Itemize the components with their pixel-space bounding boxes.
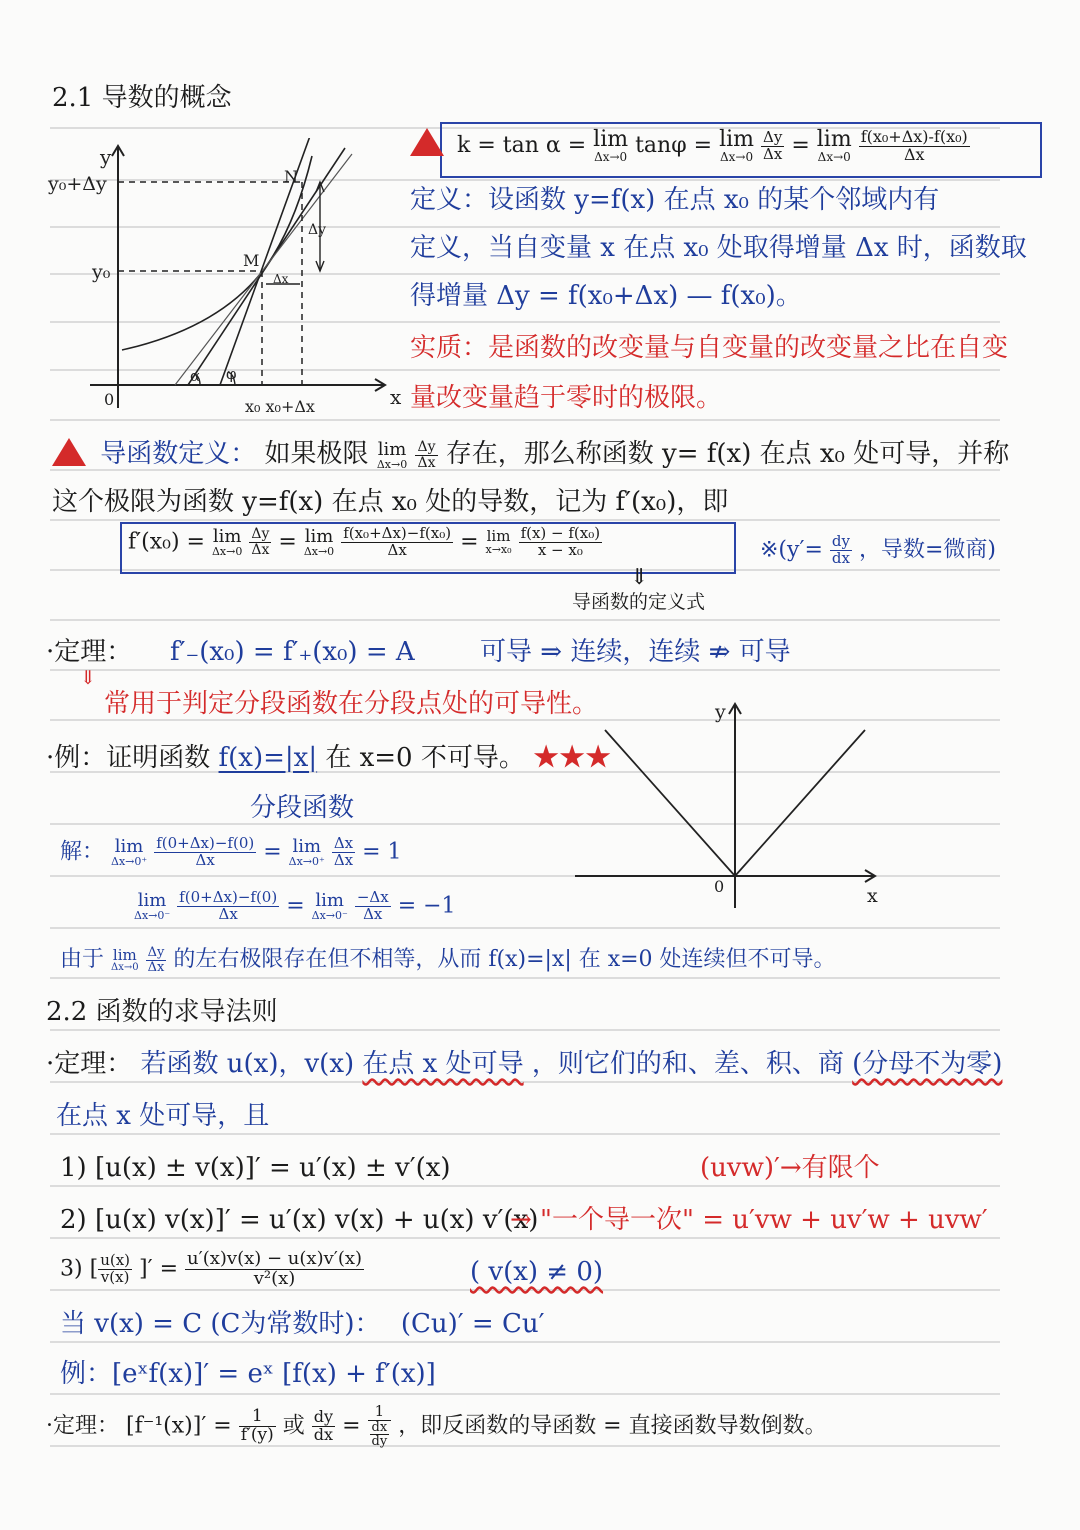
abs-value-graph	[575, 696, 895, 911]
theorem-2-line-1: ·定理： 若函数 u(x)，v(x) 在点 x 处可导 ，则它们的和、差、积、商 (分母不为零)	[46, 1049, 1003, 1079]
section-title-2-1: 2.1 导数的概念	[52, 83, 232, 113]
rule-1-note: (uvw)′→有限个	[700, 1153, 880, 1183]
svg-text:0: 0	[714, 877, 725, 896]
graph-alpha: α	[190, 367, 201, 385]
inverse-theorem: ·定理： [f⁻¹(x)]′ = $\frac{1}{f'(y)}$ 或 $\frac{dy}{dx}$ = $\frac{1}{\frac{dx}{dy}}$ ，即反函数的导函数 = 直接函数导数倒数。	[46, 1402, 827, 1450]
solution-line-1: 解： lim Δx→0⁺ $\frac{f(0+\Delta x)-f(0)}{\Delta x}$ = lim Δx→0⁺ $\frac{\Delta x}{\Delta x}$ = 1	[60, 834, 402, 869]
graph-origin: 0	[104, 390, 115, 409]
rule-2-note: → "一个导一次" = u′vw + uv′w + uvw′	[510, 1205, 988, 1235]
definition-line-1: 定义：设函数 y=f(x) 在点 x₀ 的某个邻域内有	[410, 185, 940, 215]
example-1-conclusion: 由于 lim Δx→0 $\frac{\Delta y}{\Delta x}$ 的左右极限存在但不相等，从而 f(x)=|x| 在 x=0 处连续但不可导。	[60, 945, 836, 975]
graph-point-n: N	[284, 167, 298, 186]
derivative-def-line-1: 导函数定义： 如果极限 lim Δx→0 $\frac{\Delta y}{\Delta x}$ 存在，那么称函数 y= f(x) 在点 x₀ 处可导，并称	[52, 438, 1009, 470]
derivative-formula: f′(x₀) = lim Δx→0 $\frac{\Delta y}{\Delta x}$ = lim Δx→0 $\frac{\text{f(x₀+Δx)−f(x₀)}}{\Delta x}$ = lim x→x₀ $\frac{\text{f(x) − f(x₀)}}{\text{x − x₀}}$	[128, 524, 601, 559]
warning-triangle-icon	[410, 128, 444, 156]
rule-3: 3) [ $\frac{u(x)}{v(x)}$ ]′ = $\frac{u'(x)v(x) - u(x)v'(x)}{\text{v²(x)}}$	[60, 1248, 363, 1289]
theorem-1-relation: 可导 ⇒ 连续，连续 ⇏ 可导	[480, 637, 791, 667]
constant-rule: 当 v(x) = C (C为常数时)： (Cu)′ = Cu′	[60, 1309, 545, 1339]
tangent-graph	[40, 138, 410, 418]
rule-3-condition: ( v(x) ≠ 0)	[470, 1257, 604, 1287]
graph-point-m: M	[243, 251, 260, 270]
graph-delta-y: Δy	[308, 222, 327, 238]
essence-line-1: 实质：是函数的改变量与自变量的改变量之比在自变	[410, 333, 1009, 363]
definition-line-2: 定义，当自变量 x 在点 x₀ 处取得增量 Δx 时，函数取	[410, 233, 1027, 263]
theorem-2-line-2: 在点 x 处可导，且	[56, 1101, 270, 1131]
graph-x-label: x	[390, 385, 402, 409]
rule-1: 1) [u(x) ± v(x)]′ = u′(x) ± v′(x)	[60, 1153, 451, 1183]
graph-y0-dy-label: y₀+Δy	[48, 173, 107, 195]
example-1-line: ·例：证明函数 f(x)=|x| 在 x=0 不可导。 ★★★	[46, 743, 612, 773]
essence-line-2: 量改变量趋于零时的极限。	[410, 383, 723, 413]
graph-delta-x: Δx	[273, 272, 289, 286]
section-title-2-2: 2.2 函数的求导法则	[46, 997, 278, 1027]
graph-y0-label: y₀	[92, 261, 111, 283]
warning-triangle-icon	[52, 438, 86, 466]
example-2: 例：[eˣf(x)]′ = eˣ [f(x) + f′(x)]	[60, 1359, 436, 1389]
down-arrow-icon: ⇓	[80, 667, 96, 689]
slope-formula: k = tan α = lim Δx→0 tanφ = lim Δx→0 $\frac{\Delta y}{\Delta x}$ = lim Δx→0 $\frac{\text{f(x₀+Δx)-f(x₀)}}{\Delta x}$	[410, 128, 970, 163]
derivative-def-caption: 导函数的定义式	[572, 591, 706, 613]
graph-x0-label: x₀ x₀+Δx	[245, 397, 315, 416]
svg-text:y: y	[715, 701, 726, 723]
definition-line-3: 得增量 Δy = f(x₀+Δx) — f(x₀)。	[410, 281, 802, 311]
graph-phi: φ	[226, 365, 237, 383]
down-arrow-icon: ⇓	[630, 565, 649, 590]
derivative-note: ※(y′= $\frac{dy}{dx}$ ，导数=微商)	[760, 532, 996, 567]
derivative-def-line-2: 这个极限为函数 y=f(x) 在点 x₀ 处的导数，记为 f′(x₀)，即	[52, 487, 729, 517]
solution-line-2: lim Δx→0⁻ $\frac{f(0+\Delta x)-f(0)}{\Delta x}$ = lim Δx→0⁻ $\frac{-\Delta x}{\Delta x}$ = −1	[134, 888, 456, 923]
theorem-1-note: 常用于判定分段函数在分段点处的可导性。	[104, 689, 599, 719]
theorem-1-label: ·定理：	[46, 637, 133, 667]
theorem-1-formula: f′₋(x₀) = f′₊(x₀) = A	[170, 637, 415, 667]
rule-2: 2) [u(x) v(x)]′ = u′(x) v(x) + u(x) v′(x)	[60, 1205, 539, 1235]
graph-y-label: y	[100, 145, 112, 169]
piecewise-label: 分段函数	[250, 793, 355, 823]
star-icons: ★★★	[533, 743, 612, 773]
svg-text:x: x	[867, 885, 878, 907]
